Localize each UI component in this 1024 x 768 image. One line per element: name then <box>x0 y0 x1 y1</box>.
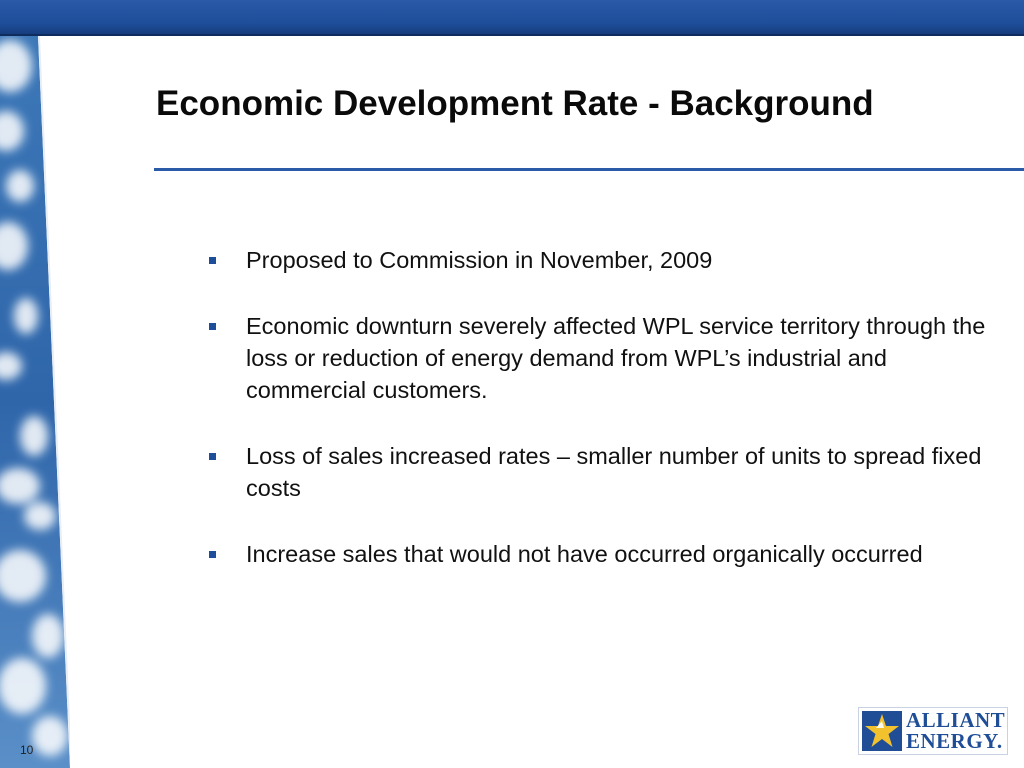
bullet-text: Loss of sales increased rates – smaller number of units to spread fixed costs <box>246 443 982 501</box>
alliant-energy-logo <box>858 707 1008 755</box>
square-bullet-icon <box>209 257 216 264</box>
bullet-list <box>206 244 986 604</box>
bullet-item <box>206 538 986 570</box>
page-number: 10 <box>20 743 34 757</box>
title-divider <box>154 168 1024 171</box>
bullet-item <box>206 244 986 276</box>
bullet-item <box>206 310 986 406</box>
bullet-text: Increase sales that would not have occurred organically occurred <box>246 541 923 567</box>
sky-clouds-image <box>0 36 70 768</box>
square-bullet-icon <box>209 453 216 460</box>
star-logo-icon <box>862 711 902 751</box>
square-bullet-icon <box>209 551 216 558</box>
logo-line-1: ALLIANT <box>906 708 1006 732</box>
slide-title: Economic Development Rate - Background <box>156 84 874 123</box>
bullet-text: Proposed to Commission in November, 2009 <box>246 247 713 273</box>
logo-wordmark <box>906 710 1005 752</box>
square-bullet-icon <box>209 323 216 330</box>
logo-line-2: ENERGY. <box>906 729 1003 753</box>
bullet-item <box>206 440 986 504</box>
bullet-text: Economic downturn severely affected WPL service territory through the loss or reduction of energy demand from WPL’s industrial and commercial customers. <box>246 313 986 403</box>
top-banner-bar <box>0 0 1024 36</box>
